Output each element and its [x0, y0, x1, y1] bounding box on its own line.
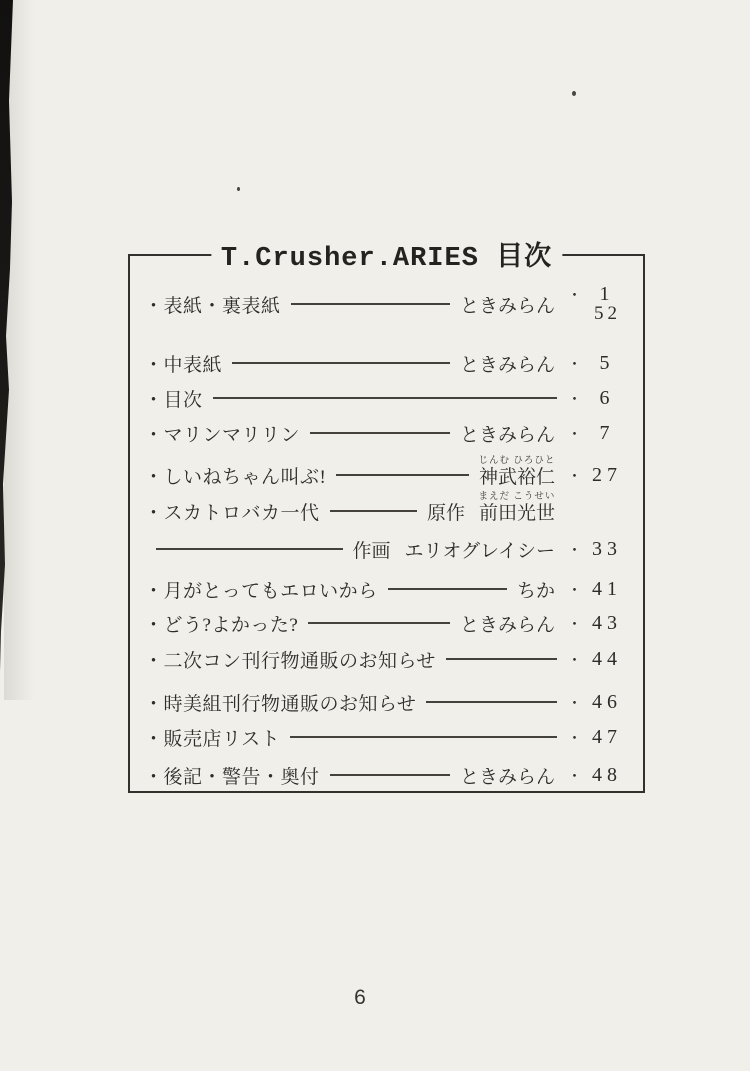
- author-furigana: まえだ こうせい: [478, 491, 556, 502]
- page-dot: ・: [567, 582, 583, 599]
- toc-title: T.Crusher.ARIES 目次: [211, 234, 562, 274]
- page-number: 5: [599, 351, 615, 374]
- toc-entry-page: [567, 538, 633, 561]
- scan-speck: [572, 91, 576, 96]
- page-dot: ・: [567, 468, 583, 485]
- toc-box: [128, 244, 645, 793]
- toc-entry-page: [567, 352, 633, 375]
- leader-line: [290, 736, 557, 738]
- toc-entry-title: ・どう?よかった?: [144, 614, 299, 636]
- page-number-secondary: 52: [594, 303, 621, 324]
- leader-line: [291, 303, 450, 305]
- toc-entry-author: ときみらん: [459, 354, 555, 376]
- leader-line: [426, 701, 557, 703]
- page-number: 7: [599, 421, 615, 444]
- toc-row: [144, 349, 633, 377]
- leader-line: [388, 588, 507, 590]
- page-number: 47: [592, 725, 622, 748]
- leader-line: [308, 622, 450, 624]
- leader-line: [336, 474, 469, 476]
- leader-line: [232, 362, 450, 364]
- toc-entry-page: [567, 464, 633, 487]
- page-dot: ・: [567, 695, 583, 712]
- author-role: 作画: [352, 540, 391, 562]
- leader-line: [446, 658, 557, 660]
- toc-entry-page: [567, 387, 633, 410]
- toc-row: [144, 645, 633, 673]
- toc-entry-page: [567, 648, 633, 671]
- page-dot: ・: [567, 542, 583, 559]
- toc-entry-author: ときみらん: [459, 766, 555, 788]
- leader-line: [330, 774, 450, 776]
- toc-entry-title: ・しいねちゃん叫ぶ!: [144, 466, 327, 488]
- page-number: 33: [592, 537, 622, 560]
- page-number: 6: [599, 386, 615, 409]
- toc-entry-title: ・二次コン刊行物通販のお知らせ: [144, 650, 436, 672]
- toc-entry-title: ・中表紙: [144, 354, 223, 376]
- toc-entry-author: ちか: [516, 580, 555, 602]
- toc-row: [144, 491, 633, 525]
- toc-row: [144, 688, 633, 716]
- page-number: 46: [592, 690, 622, 713]
- page-dot: ・: [567, 356, 583, 373]
- page-number: 1: [599, 283, 615, 305]
- toc-row: [144, 723, 633, 751]
- toc-entry-title: ・目次: [144, 389, 203, 411]
- toc-entry-author: [478, 491, 556, 525]
- toc-entry-page: [567, 283, 633, 325]
- toc-entry-title: ・販売店リスト: [144, 728, 281, 750]
- toc-row: [144, 455, 633, 489]
- toc-entry-page: [567, 422, 633, 445]
- page-dot: ・: [567, 426, 583, 443]
- toc-entry-page: [567, 612, 633, 635]
- page-dot: ・: [567, 391, 583, 408]
- page-dot: ・: [567, 616, 583, 633]
- leader-line: [310, 432, 450, 434]
- page-dot: ・: [567, 768, 583, 785]
- toc-row: [144, 761, 633, 789]
- toc-entry-title: ・表紙・裏表紙: [144, 295, 281, 317]
- page-number: 44: [592, 647, 622, 670]
- toc-entry-title: ・時美組刊行物通販のお知らせ: [144, 693, 417, 715]
- page-number: 41: [592, 577, 622, 600]
- scan-speck: [237, 187, 240, 191]
- toc-entry-title: ・マリンマリリン: [144, 424, 301, 446]
- toc-entry-author: [478, 455, 556, 489]
- toc-entry-page: [567, 578, 633, 601]
- page-number: 48: [592, 763, 622, 786]
- page-number: 43: [592, 611, 622, 634]
- toc-entry-page: [567, 764, 633, 787]
- toc-entry-title: ・スカトロバカ一代: [144, 502, 320, 524]
- author-name: 前田光世: [478, 502, 555, 524]
- leader-line: [213, 397, 557, 399]
- author-name: 神武裕仁: [478, 466, 555, 488]
- toc-row: [144, 575, 633, 603]
- toc-row: [144, 283, 633, 324]
- toc-entry-title: ・後記・警告・奥付: [144, 766, 320, 788]
- toc-entry-title: ・月がとってもエロいから: [144, 580, 378, 602]
- author-role: 原作: [426, 502, 465, 524]
- page-dot: ・: [567, 288, 583, 304]
- page-dot: ・: [567, 652, 583, 669]
- toc-entry-author: ときみらん: [459, 424, 555, 446]
- folio-page-number: 6: [354, 986, 366, 1009]
- toc-row: [144, 609, 633, 637]
- toc-entry-page: [567, 726, 633, 749]
- toc-row: [144, 384, 633, 412]
- page-dot: ・: [567, 730, 583, 747]
- page-number: 27: [592, 463, 622, 486]
- toc-row: [144, 419, 633, 447]
- leader-line: [156, 548, 343, 550]
- leader-line: [330, 510, 417, 512]
- author-furigana: じんむ ひろひと: [478, 455, 556, 466]
- toc-row: [144, 535, 633, 563]
- toc-entry-page: [567, 691, 633, 714]
- toc-entry-author: エリオグレイシー: [404, 540, 555, 562]
- toc-entry-author: ときみらん: [459, 295, 555, 317]
- toc-entry-author: ときみらん: [459, 614, 555, 636]
